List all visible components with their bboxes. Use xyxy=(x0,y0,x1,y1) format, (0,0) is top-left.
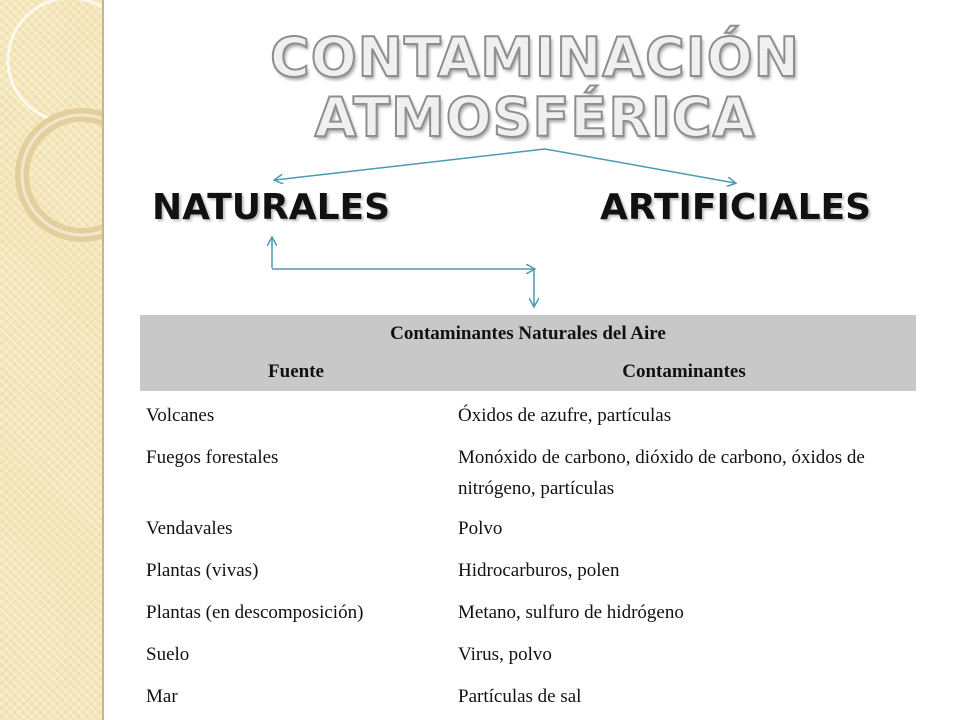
source-cell: Plantas (vivas) xyxy=(146,560,259,581)
category-naturales: NATURALES xyxy=(152,187,391,228)
table-row xyxy=(140,504,916,546)
source-cell: Volcanes xyxy=(146,405,215,426)
table-row xyxy=(140,630,916,672)
title-line-1: CONTAMINACIÓN xyxy=(270,26,800,89)
arrow-to-artificiales xyxy=(545,149,735,183)
pollutant-cell: Partículas de sal xyxy=(458,686,582,707)
table-row xyxy=(140,546,916,588)
table-caption: Contaminantes Naturales del Aire xyxy=(140,315,916,353)
source-cell: Mar xyxy=(146,686,178,707)
pollutant-cell: Polvo xyxy=(458,518,503,539)
title-line-2: ATMOSFÉRICA xyxy=(314,86,756,149)
pollutant-cell: Óxidos de azufre, partículas xyxy=(458,405,672,426)
arrow-to-naturales xyxy=(275,149,545,180)
connector-naturales-table xyxy=(272,238,534,306)
source-cell: Plantas (en descomposición) xyxy=(146,602,364,623)
column-header-contaminantes: Contaminantes xyxy=(452,353,916,391)
natural-pollutants-table xyxy=(140,315,916,714)
pollutant-cell: Virus, polvo xyxy=(458,644,552,665)
pollutant-cell: Monóxido de carbono, dióxido de carbono, óxidos de nitrógeno, partículas xyxy=(458,447,865,499)
table-row xyxy=(140,391,916,433)
table-row xyxy=(140,672,916,714)
category-artificiales: ARTIFICIALES xyxy=(600,187,872,228)
table-row xyxy=(140,588,916,630)
pollutant-cell: Metano, sulfuro de hidrógeno xyxy=(458,602,684,623)
column-header-fuente: Fuente xyxy=(140,353,452,391)
source-cell: Suelo xyxy=(146,644,190,665)
pollutant-cell: Hidrocarburos, polen xyxy=(458,560,620,581)
source-cell: Fuegos forestales xyxy=(146,447,279,468)
table-row xyxy=(140,433,916,504)
source-cell: Vendavales xyxy=(146,518,233,539)
